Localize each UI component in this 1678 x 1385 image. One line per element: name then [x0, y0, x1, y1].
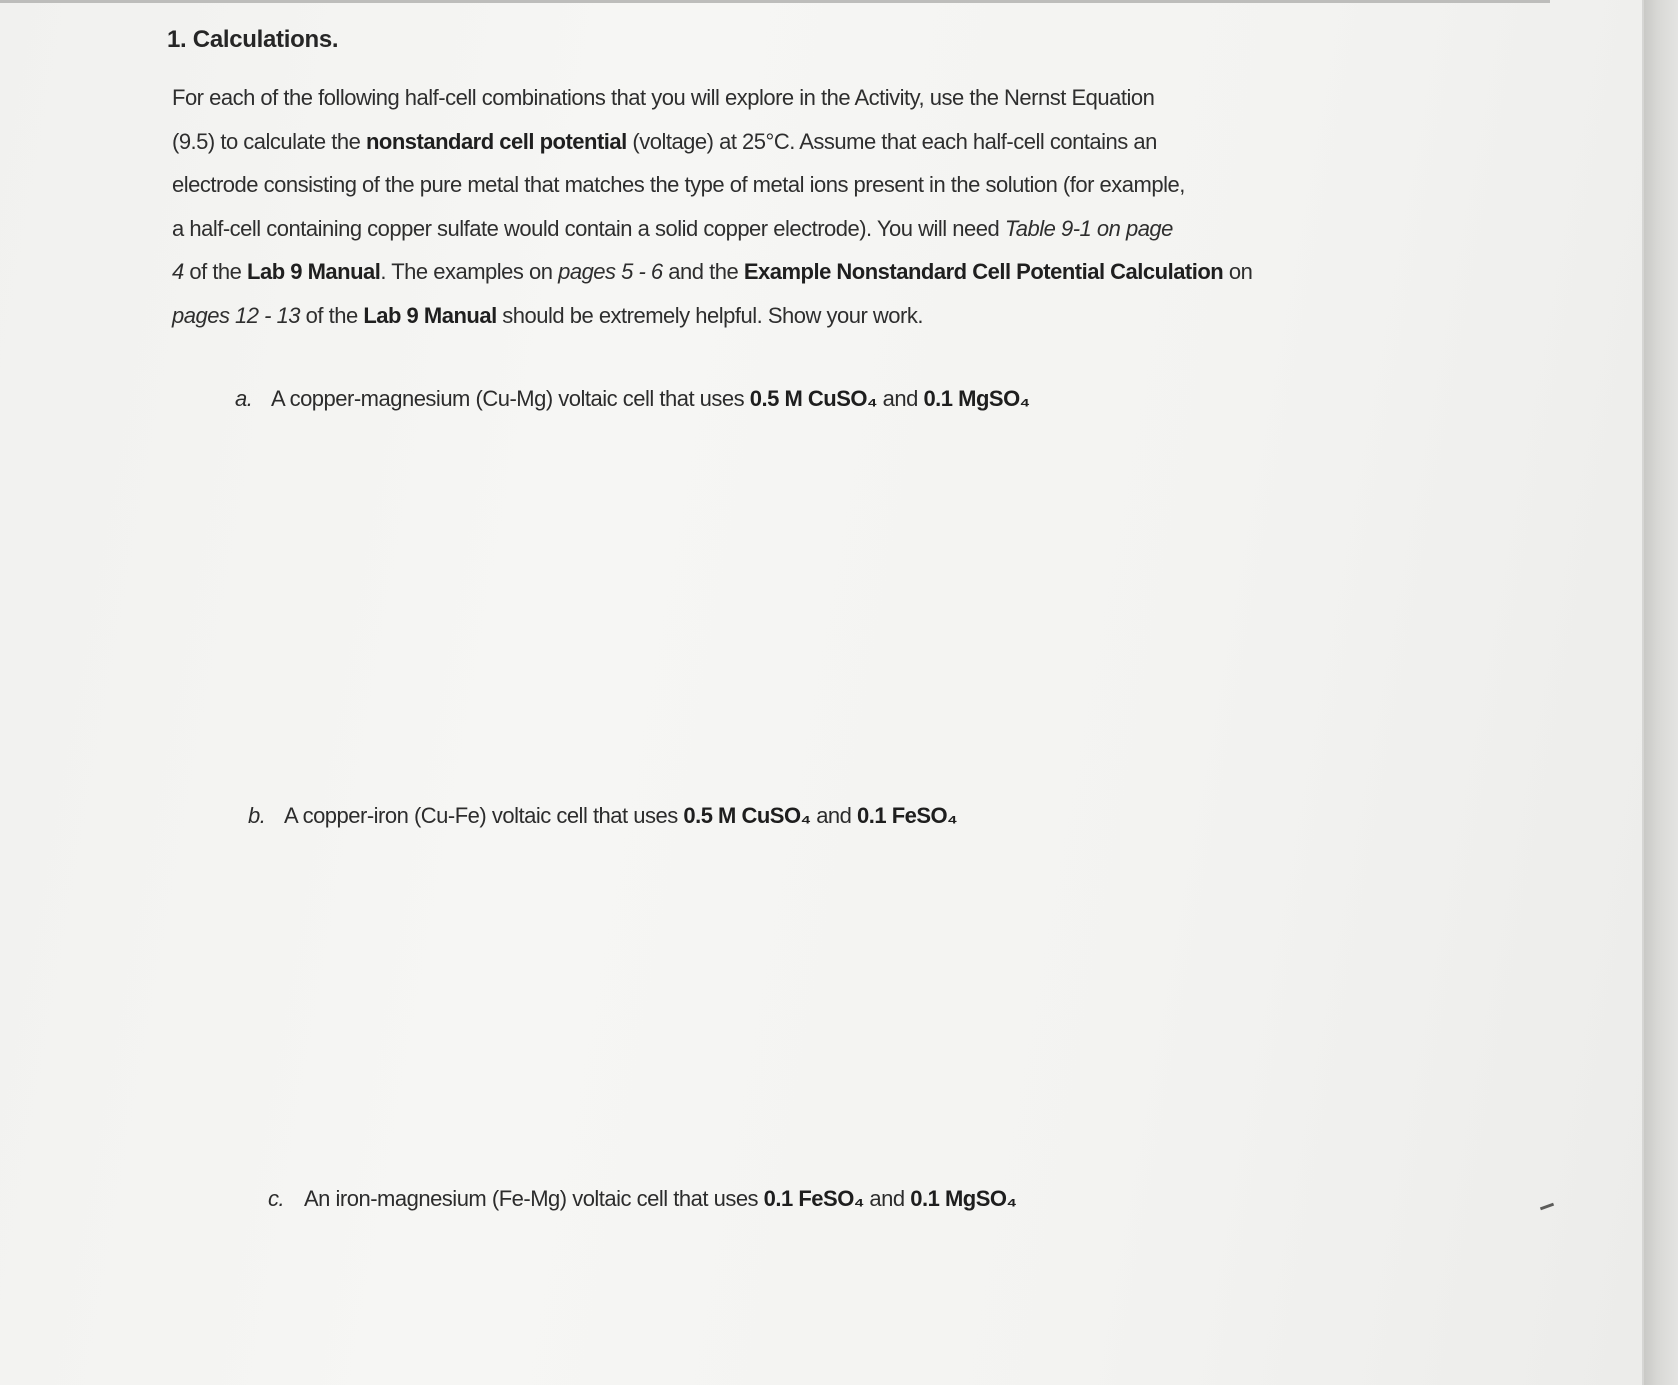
intro-line-6: pages 12 - 13 of the Lab 9 Manual should be extremely helpful. Show your work. — [172, 302, 923, 328]
pages-reference: pages 5 - 6 — [558, 259, 663, 284]
table-reference: Table 9-1 on page — [1004, 215, 1173, 241]
page-top-rule — [0, 0, 1550, 3]
concentration-1: 0.1 FeSO₄ — [763, 1186, 864, 1211]
pen-mark — [1540, 1203, 1554, 1211]
concentration-2: 0.1 MgSO₄ — [910, 1186, 1017, 1211]
emphasis-nonstandard-cell-potential: nonstandard cell potential — [365, 128, 627, 154]
pages-reference-2: pages 12 - 13 — [172, 302, 301, 328]
intro-line-2: (9.5) to calculate the nonstandard cell potential (voltage) at 25°C. Assume that each half-cell contains an — [172, 128, 1157, 154]
question-text: A copper-iron (Cu-Fe) voltaic cell that uses — [284, 803, 684, 828]
instructions-paragraph — [172, 76, 1522, 337]
lab-manual-reference-2: Lab 9 Manual — [363, 302, 497, 328]
concentration-2: 0.1 MgSO₄ — [923, 386, 1030, 411]
question-marker: b. — [248, 803, 266, 828]
intro-line-5: 4 of the Lab 9 Manual. The examples on pages 5 - 6 and the Example Nonstandard Cell Potential Calculation on — [172, 259, 1253, 284]
concentration-1: 0.5 M CuSO₄ — [749, 386, 877, 411]
answer-area-b[interactable] — [260, 845, 1460, 1165]
section-heading: 1. Calculations. — [167, 26, 339, 53]
question-b: b. A copper-iron (Cu-Fe) voltaic cell that uses 0.5 M CuSO₄ and 0.1 FeSO₄ — [248, 803, 958, 828]
intro-line-4: a half-cell containing copper sulfate would contain a solid copper electrode). You will need Table 9-1 on page — [172, 215, 1173, 241]
question-text: An iron-magnesium (Fe-Mg) voltaic cell that uses — [304, 1186, 764, 1211]
intro-line-1: For each of the following half-cell combinations that you will explore in the Activity, use the Nernst Equation — [172, 85, 1155, 110]
intro-line-3: electrode consisting of the pure metal that matches the type of metal ions present in the solution (for example, — [172, 172, 1185, 197]
question-a: a. A copper-magnesium (Cu-Mg) voltaic cell that uses 0.5 M CuSO₄ and 0.1 MgSO₄ — [235, 386, 1030, 411]
answer-area-a[interactable] — [260, 430, 1460, 780]
concentration-2: 0.1 FeSO₄ — [857, 803, 958, 828]
concentration-1: 0.5 M CuSO₄ — [683, 803, 811, 828]
lab-manual-reference: Lab 9 Manual — [247, 259, 381, 284]
page-edge-shadow — [1644, 0, 1678, 1385]
answer-area-c[interactable] — [260, 1230, 1460, 1370]
question-text: A copper-magnesium (Cu-Mg) voltaic cell that uses — [271, 386, 750, 411]
example-calculation-reference: Example Nonstandard Cell Potential Calculation — [743, 259, 1224, 284]
question-marker: a. — [235, 386, 253, 411]
question-c: c. An iron-magnesium (Fe-Mg) voltaic cell that uses 0.1 FeSO₄ and 0.1 MgSO₄ — [268, 1186, 1017, 1211]
question-marker: c. — [268, 1186, 285, 1211]
